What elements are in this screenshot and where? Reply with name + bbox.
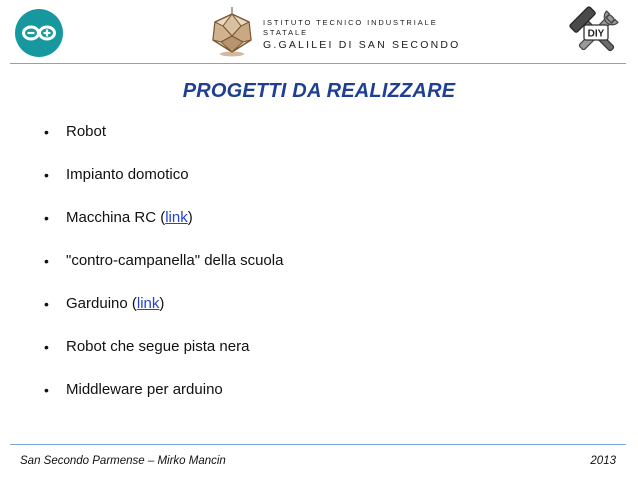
footer-author: San Secondo Parmense – Mirko Mancin (20, 455, 226, 467)
bullet-dot: • (44, 124, 49, 140)
list-item-text: "contro-campanella" della scuola (66, 252, 284, 269)
school-name-line1: ISTITUTO TECNICO INDUSTRIALE STATALE (263, 18, 438, 37)
school-crest-icon (207, 6, 257, 58)
list-item (44, 290, 283, 333)
bullet-dot: • (44, 339, 49, 355)
header-divider (10, 63, 626, 64)
list-item-text: Middleware per arduino (66, 381, 223, 398)
school-name-line2: G.GALILEI DI SAN SECONDO (263, 39, 461, 51)
list-item (44, 376, 283, 419)
list-item-text-before: Garduino ( (66, 295, 137, 312)
list-item-text-before: Macchina RC ( (66, 209, 166, 226)
list-item-text-after: ) (159, 295, 165, 312)
list-item (44, 161, 283, 204)
footer-divider (10, 444, 626, 445)
page-title: PROGETTI DA REALIZZARE (182, 80, 456, 102)
arduino-logo-icon (14, 8, 64, 58)
bullet-dot: • (44, 382, 49, 398)
bullet-dot: • (44, 210, 49, 226)
list-item-text: Robot che segue pista nera (66, 338, 250, 355)
bullet-dot: • (44, 167, 49, 183)
list-item (44, 204, 283, 247)
diy-badge-text: DIY (587, 28, 605, 40)
list-item-text: Robot (66, 123, 107, 140)
list-item-text: Impianto domotico (66, 166, 189, 183)
bullet-dot: • (44, 253, 49, 269)
project-list (44, 118, 283, 419)
school-name (263, 18, 483, 52)
list-item (44, 118, 283, 161)
list-item (44, 333, 283, 376)
macchina-rc-link[interactable]: link (165, 209, 188, 226)
diy-tools-icon (568, 6, 624, 60)
list-item-text-after: ) (187, 209, 193, 226)
garduino-link[interactable]: link (136, 295, 160, 312)
footer-year: 2013 (590, 455, 616, 467)
bullet-dot: • (44, 296, 49, 312)
list-item (44, 247, 283, 290)
